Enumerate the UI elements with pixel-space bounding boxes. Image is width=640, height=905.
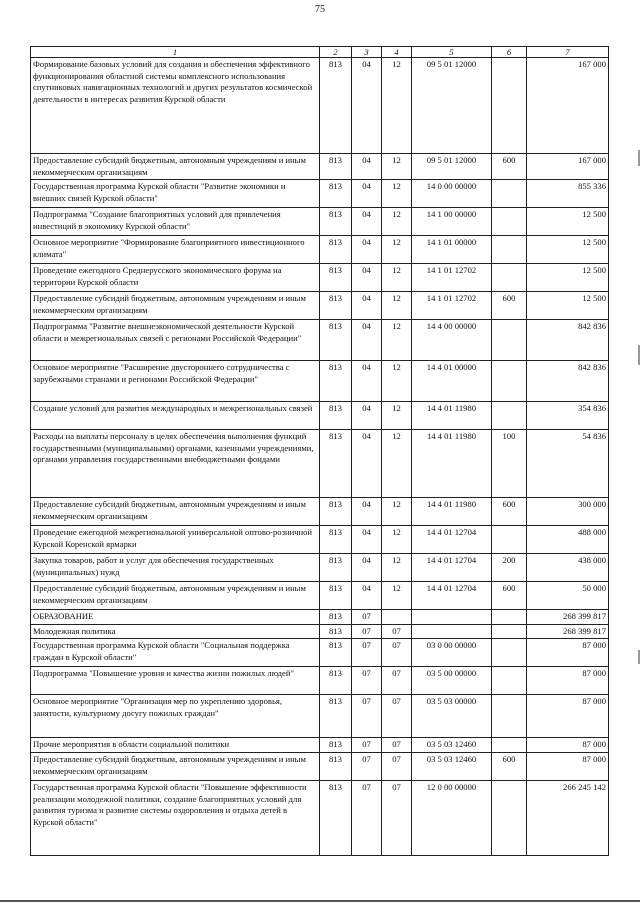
cell-subsection: 07 xyxy=(382,752,412,780)
cell-name: Молодежная политика xyxy=(31,624,320,639)
cell-subsection: 07 xyxy=(382,695,412,738)
table-row xyxy=(31,695,609,738)
table-row xyxy=(31,154,609,180)
cell-section: 04 xyxy=(352,430,382,498)
column-header: 6 xyxy=(492,47,527,58)
cell-name: Предоставление субсидий бюджетным, автономным учреждениям и иным некоммерческим организациям xyxy=(31,752,320,780)
cell-subsection: 12 xyxy=(382,180,412,208)
cell-amount: 87 000 xyxy=(527,667,609,695)
cell-grbs: 813 xyxy=(320,526,352,554)
cell-subsection: 12 xyxy=(382,154,412,180)
cell-name: Основное мероприятие "Организация мер по укреплению здоровья, занятости, культурному досугу пожилых граждан" xyxy=(31,695,320,738)
cell-target-article xyxy=(412,610,492,625)
cell-name: Расходы на выплаты персоналу в целях обеспечения выполнения функций государственными (муниципальными) органами, казенными учреждениями, органами управления государственными внебюджетными фондами xyxy=(31,430,320,498)
cell-expense-type xyxy=(492,208,527,236)
cell-amount: 842 836 xyxy=(527,361,609,402)
header-row xyxy=(31,47,609,58)
cell-expense-type xyxy=(492,610,527,625)
cell-amount: 855 336 xyxy=(527,180,609,208)
cell-name: Основное мероприятие "Расширение двустороннего сотрудничества с зарубежными странами и регионами Российской Федерации" xyxy=(31,361,320,402)
cell-amount: 12 500 xyxy=(527,292,609,320)
table-row xyxy=(31,208,609,236)
cell-target-article: 14 4 01 11980 xyxy=(412,402,492,430)
cell-section: 04 xyxy=(352,554,382,582)
cell-expense-type xyxy=(492,526,527,554)
cell-amount: 268 399 817 xyxy=(527,610,609,625)
cell-target-article: 14 1 01 12702 xyxy=(412,264,492,292)
cell-section: 07 xyxy=(352,738,382,753)
table-row xyxy=(31,667,609,695)
cell-grbs: 813 xyxy=(320,154,352,180)
cell-section: 04 xyxy=(352,208,382,236)
cell-grbs: 813 xyxy=(320,695,352,738)
table-row xyxy=(31,639,609,667)
cell-subsection: 12 xyxy=(382,402,412,430)
cell-expense-type: 200 xyxy=(492,554,527,582)
cell-amount: 87 000 xyxy=(527,738,609,753)
cell-grbs: 813 xyxy=(320,639,352,667)
table-row xyxy=(31,582,609,610)
cell-target-article xyxy=(412,624,492,639)
cell-section: 04 xyxy=(352,58,382,154)
cell-target-article: 14 4 01 12704 xyxy=(412,526,492,554)
cell-name: Государственная программа Курской области "Повышение эффективности реализации молодежной политики, создание благоприятных условий для развития туризма и развитие системы оздоровления и отдыха детей в Курской области" xyxy=(31,780,320,855)
table-row xyxy=(31,320,609,361)
cell-target-article: 03 0 00 00000 xyxy=(412,639,492,667)
cell-section: 04 xyxy=(352,526,382,554)
cell-subsection: 12 xyxy=(382,264,412,292)
cell-subsection: 07 xyxy=(382,624,412,639)
cell-amount: 12 500 xyxy=(527,264,609,292)
cell-target-article: 14 4 00 00000 xyxy=(412,320,492,361)
cell-section: 07 xyxy=(352,695,382,738)
cell-subsection: 12 xyxy=(382,292,412,320)
cell-expense-type xyxy=(492,667,527,695)
cell-subsection: 12 xyxy=(382,58,412,154)
cell-amount: 50 000 xyxy=(527,582,609,610)
cell-amount: 268 399 817 xyxy=(527,624,609,639)
cell-expense-type xyxy=(492,695,527,738)
cell-grbs: 813 xyxy=(320,554,352,582)
cell-expense-type xyxy=(492,264,527,292)
budget-table xyxy=(30,46,609,856)
cell-grbs: 813 xyxy=(320,180,352,208)
cell-amount: 266 245 142 xyxy=(527,780,609,855)
column-header: 2 xyxy=(320,47,352,58)
cell-subsection: 12 xyxy=(382,526,412,554)
cell-expense-type xyxy=(492,738,527,753)
cell-amount: 438 000 xyxy=(527,554,609,582)
cell-target-article: 14 4 01 00000 xyxy=(412,361,492,402)
cell-grbs: 813 xyxy=(320,58,352,154)
cell-amount: 488 000 xyxy=(527,526,609,554)
cell-name: Закупка товаров, работ и услуг для обеспечения государственных (муниципальных) нужд xyxy=(31,554,320,582)
table-row xyxy=(31,180,609,208)
cell-target-article: 14 4 01 12704 xyxy=(412,582,492,610)
table-row xyxy=(31,752,609,780)
cell-name: Формирование базовых условий для создания и обеспечения эффективного функционирования областной системы комплексного использования спутниковых навигационных технологий и других результатов космической деятельности в интересах развития Курской области xyxy=(31,58,320,154)
table-row xyxy=(31,58,609,154)
cell-target-article: 14 1 01 12702 xyxy=(412,292,492,320)
cell-name: Предоставление субсидий бюджетным, автономным учреждениям и иным некоммерческим организациям xyxy=(31,582,320,610)
cell-subsection xyxy=(382,610,412,625)
cell-expense-type: 600 xyxy=(492,582,527,610)
cell-expense-type xyxy=(492,236,527,264)
cell-section: 04 xyxy=(352,320,382,361)
cell-name: Предоставление субсидий бюджетным, автономным учреждениям и иным некоммерческим организациям xyxy=(31,292,320,320)
table-row xyxy=(31,361,609,402)
table-row xyxy=(31,430,609,498)
cell-name: Государственная программа Курской области "Развитие экономики и внешних связей Курской области" xyxy=(31,180,320,208)
cell-subsection: 07 xyxy=(382,639,412,667)
cell-section: 07 xyxy=(352,610,382,625)
cell-section: 07 xyxy=(352,624,382,639)
cell-section: 04 xyxy=(352,582,382,610)
column-header: 1 xyxy=(31,47,320,58)
cell-section: 04 xyxy=(352,180,382,208)
cell-expense-type xyxy=(492,624,527,639)
cell-target-article: 03 5 03 12460 xyxy=(412,752,492,780)
cell-target-article: 14 0 00 00000 xyxy=(412,180,492,208)
cell-subsection: 07 xyxy=(382,780,412,855)
cell-subsection: 12 xyxy=(382,554,412,582)
cell-grbs: 813 xyxy=(320,208,352,236)
column-header: 5 xyxy=(412,47,492,58)
cell-grbs: 813 xyxy=(320,292,352,320)
cell-target-article: 14 1 00 00000 xyxy=(412,208,492,236)
cell-target-article: 14 4 01 12704 xyxy=(412,554,492,582)
cell-grbs: 813 xyxy=(320,610,352,625)
cell-grbs: 813 xyxy=(320,498,352,526)
cell-section: 04 xyxy=(352,498,382,526)
table-row xyxy=(31,738,609,753)
cell-name: Предоставление субсидий бюджетным, автономным учреждениям и иным некоммерческим организациям xyxy=(31,154,320,180)
cell-expense-type xyxy=(492,361,527,402)
cell-subsection: 12 xyxy=(382,236,412,264)
cell-name: ОБРАЗОВАНИЕ xyxy=(31,610,320,625)
scan-bottom-edge xyxy=(0,900,640,902)
cell-name: Прочие мероприятия в области социальной политики xyxy=(31,738,320,753)
cell-grbs: 813 xyxy=(320,624,352,639)
cell-grbs: 813 xyxy=(320,582,352,610)
cell-subsection: 12 xyxy=(382,430,412,498)
table-row xyxy=(31,236,609,264)
cell-subsection: 12 xyxy=(382,361,412,402)
cell-subsection: 07 xyxy=(382,738,412,753)
cell-amount: 12 500 xyxy=(527,236,609,264)
cell-subsection: 12 xyxy=(382,582,412,610)
cell-amount: 167 000 xyxy=(527,154,609,180)
cell-section: 07 xyxy=(352,752,382,780)
cell-amount: 300 000 xyxy=(527,498,609,526)
cell-amount: 87 000 xyxy=(527,695,609,738)
cell-grbs: 813 xyxy=(320,430,352,498)
cell-grbs: 813 xyxy=(320,752,352,780)
table-row xyxy=(31,624,609,639)
cell-section: 04 xyxy=(352,361,382,402)
table-row xyxy=(31,610,609,625)
cell-target-article: 03 5 03 00000 xyxy=(412,695,492,738)
page-number: 75 xyxy=(315,4,325,15)
table-body xyxy=(31,58,609,856)
cell-amount: 54 836 xyxy=(527,430,609,498)
cell-name: Проведение ежегодной межрегиональной универсальной оптово-розничной Курской Коренской ярмарки xyxy=(31,526,320,554)
cell-expense-type xyxy=(492,780,527,855)
cell-amount: 87 000 xyxy=(527,752,609,780)
cell-amount: 87 000 xyxy=(527,639,609,667)
cell-grbs: 813 xyxy=(320,361,352,402)
column-header: 4 xyxy=(382,47,412,58)
cell-amount: 354 836 xyxy=(527,402,609,430)
cell-expense-type xyxy=(492,180,527,208)
cell-target-article: 14 4 01 11980 xyxy=(412,498,492,526)
cell-grbs: 813 xyxy=(320,402,352,430)
cell-name: Предоставление субсидий бюджетным, автономным учреждениям и иным некоммерческим организациям xyxy=(31,498,320,526)
cell-section: 07 xyxy=(352,667,382,695)
cell-expense-type xyxy=(492,639,527,667)
cell-expense-type xyxy=(492,402,527,430)
cell-amount: 842 836 xyxy=(527,320,609,361)
cell-expense-type xyxy=(492,58,527,154)
cell-section: 07 xyxy=(352,639,382,667)
cell-grbs: 813 xyxy=(320,236,352,264)
table-row xyxy=(31,526,609,554)
cell-expense-type: 600 xyxy=(492,752,527,780)
cell-name: Подпрограмма "Повышение уровня и качества жизни пожилых людей" xyxy=(31,667,320,695)
cell-amount: 12 500 xyxy=(527,208,609,236)
table-row xyxy=(31,498,609,526)
cell-name: Создание условий для развития международных и межрегиональных связей xyxy=(31,402,320,430)
cell-grbs: 813 xyxy=(320,780,352,855)
cell-target-article: 14 4 01 11980 xyxy=(412,430,492,498)
cell-expense-type: 600 xyxy=(492,292,527,320)
cell-target-article: 03 5 03 12460 xyxy=(412,738,492,753)
cell-name: Государственная программа Курской области "Социальная поддержка граждан в Курской области" xyxy=(31,639,320,667)
cell-expense-type: 100 xyxy=(492,430,527,498)
cell-section: 04 xyxy=(352,292,382,320)
cell-target-article: 09 5 01 12000 xyxy=(412,154,492,180)
cell-grbs: 813 xyxy=(320,667,352,695)
cell-subsection: 12 xyxy=(382,320,412,361)
cell-name: Подпрограмма "Развитие внешнеэкономической деятельности Курской области и межрегиональных связей с регионами Российской Федерации" xyxy=(31,320,320,361)
cell-expense-type xyxy=(492,320,527,361)
cell-name: Основное мероприятие "Формирование благоприятного инвестиционного климата" xyxy=(31,236,320,264)
cell-target-article: 03 5 00 00000 xyxy=(412,667,492,695)
cell-target-article: 14 1 01 00000 xyxy=(412,236,492,264)
cell-target-article: 09 5 01 12000 xyxy=(412,58,492,154)
cell-name: Подпрограмма "Создание благоприятных условий для привлечения инвестиций в экономику Курской области" xyxy=(31,208,320,236)
cell-grbs: 813 xyxy=(320,264,352,292)
cell-section: 04 xyxy=(352,402,382,430)
cell-section: 04 xyxy=(352,264,382,292)
cell-section: 07 xyxy=(352,780,382,855)
cell-grbs: 813 xyxy=(320,320,352,361)
cell-subsection: 12 xyxy=(382,208,412,236)
cell-section: 04 xyxy=(352,236,382,264)
cell-subsection: 12 xyxy=(382,498,412,526)
cell-expense-type: 600 xyxy=(492,154,527,180)
cell-name: Проведение ежегодного Среднерусского экономического форума на территории Курской области xyxy=(31,264,320,292)
table-row xyxy=(31,780,609,855)
column-header: 7 xyxy=(527,47,609,58)
cell-amount: 167 000 xyxy=(527,58,609,154)
cell-subsection: 07 xyxy=(382,667,412,695)
cell-section: 04 xyxy=(352,154,382,180)
cell-grbs: 813 xyxy=(320,738,352,753)
table-row xyxy=(31,264,609,292)
table-row xyxy=(31,554,609,582)
cell-expense-type: 600 xyxy=(492,498,527,526)
cell-target-article: 12 0 00 00000 xyxy=(412,780,492,855)
column-header: 3 xyxy=(352,47,382,58)
table-row xyxy=(31,292,609,320)
table-row xyxy=(31,402,609,430)
